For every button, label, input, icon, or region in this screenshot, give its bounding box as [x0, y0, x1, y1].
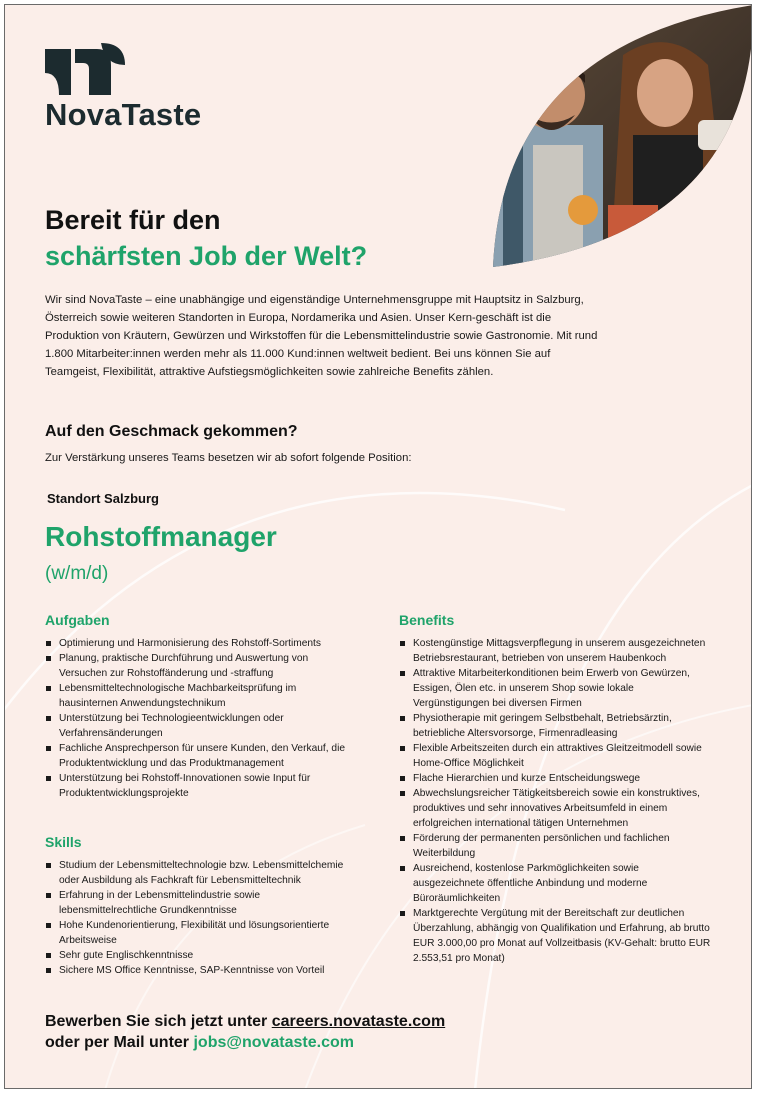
list-item: Optimierung und Harmonisierung des Rohstoff-Sortiments — [45, 636, 345, 651]
brand-wordmark: NovaTaste — [45, 97, 202, 132]
apply-prefix: Bewerben Sie sich jetzt unter — [45, 1013, 272, 1030]
tasks-list — [45, 636, 345, 801]
list-item: Studium der Lebensmitteltechnologie bzw. Lebensmittelchemie oder Ausbildung als Fachkraft für Lebensmitteltechnik — [45, 858, 345, 888]
skills-heading: Skills — [45, 834, 82, 850]
job-title: Rohstoffmanager — [45, 521, 277, 552]
list-item: Förderung der permanenten persönlichen und fachlichen Weiterbildung — [399, 831, 711, 861]
list-item: Ausreichend, kostenlose Parkmöglichkeiten sowie ausgezeichnete öffentliche Anbindung und moderne Büroräumlichkeiten — [399, 861, 711, 906]
novataste-logo-icon — [45, 43, 125, 95]
list-item: Unterstützung bei Rohstoff-Innovationen sowie Input für Produktentwicklungsprojekte — [45, 771, 345, 801]
benefits-list — [399, 636, 711, 966]
location-label: Standort Salzburg — [47, 491, 159, 506]
hero-photo — [493, 5, 752, 267]
skills-list — [45, 858, 345, 978]
list-item: Erfahrung in der Lebensmittelindustrie sowie lebensmittelrechtliche Grundkenntnisse — [45, 888, 345, 918]
apply-line-2 — [45, 1034, 354, 1052]
mail-prefix: oder per Mail unter — [45, 1034, 194, 1051]
email-link[interactable]: jobs@novataste.com — [193, 1034, 354, 1051]
benefits-heading: Benefits — [399, 612, 455, 628]
headline-line1: Bereit für den — [45, 205, 221, 235]
list-item: Marktgerechte Vergütung mit der Bereitschaft zur deutlichen Überzahlung, abhängig von Qualifikation und Erfahrung, ab brutto EUR 3.000,00 pro Monat auf Vollzeitbasis (KV-Gehalt: brutto EUR 2.553,51 pro Monat) — [399, 906, 711, 966]
list-item: Hohe Kundenorientierung, Flexibilität und lösungsorientierte Arbeitsweise — [45, 918, 345, 948]
careers-link[interactable]: careers.novataste.com — [271, 1013, 446, 1030]
list-item: Sehr gute Englischkenntnisse — [45, 948, 345, 963]
list-item: Abwechslungsreicher Tätigkeitsbereich sowie ein konstruktives, produktives und sehr innovatives Arbeitsumfeld in einem erfolgreichen international tätigen Unternehmen — [399, 786, 711, 831]
list-item: Flache Hierarchien und kurze Entscheidungswege — [399, 771, 711, 786]
apply-line-1 — [45, 1013, 445, 1031]
list-item: Flexible Arbeitszeiten durch ein attraktives Gleitzeitmodell sowie Home-Office Möglichkeit — [399, 741, 711, 771]
subheading: Auf den Geschmack gekommen? — [45, 423, 298, 440]
list-item: Kostengünstige Mittagsverpflegung in unserem ausgezeichneten Betriebsrestaurant, betrieben von unserem Haubenkoch — [399, 636, 711, 666]
list-item: Planung, praktische Durchführung und Auswertung von Versuchen zur Rohstoffänderung und -straffung — [45, 651, 345, 681]
list-item: Attraktive Mitarbeiterkonditionen beim Erwerb von Gewürzen, Essigen, Ölen etc. in unserem Shop sowie lokale Vergünstigungen bei diversen Firmen — [399, 666, 711, 711]
list-item: Unterstützung bei Technologieentwicklungen oder Verfahrensänderungen — [45, 711, 345, 741]
position-lead: Zur Verstärkung unseres Teams besetzen wir ab sofort folgende Position: — [45, 452, 412, 464]
list-item: Sichere MS Office Kenntnisse, SAP-Kenntnisse von Vorteil — [45, 963, 345, 978]
gender-suffix: (w/m/d) — [45, 563, 109, 584]
list-item: Fachliche Ansprechperson für unsere Kunden, den Verkauf, die Produktentwicklung und das Produktmanagement — [45, 741, 345, 771]
tasks-heading: Aufgaben — [45, 612, 110, 628]
list-item: Lebensmitteltechnologische Machbarkeitsprüfung im hausinternen Anwendungstechnikum — [45, 681, 345, 711]
list-item: Physiotherapie mit geringem Selbstbehalt, Betriebsärztin, betriebliche Altersvorsorge, Firmenradleasing — [399, 711, 711, 741]
company-intro: Wir sind NovaTaste – eine unabhängige und eigenständige Unternehmensgruppe mit Hauptsitz in Salzburg, Österreich sowie weiteren Standorten in Europa, Nordamerika und Asien. Unser Kern-geschäft ist die Produktion von Kräutern, Gewürzen und Wirkstoffen für die Lebensmittelindustrie sowie Gastronomie. Mit rund 1.800 Mitarbeiter:innen werden mehr als 11.000 Kund:innen weltweit bedient. Bei uns können Sie auf Teamgeist, Flexibilität, attraktive Aufstiegsmöglichkeiten sowie zahlreiche Benefits zählen. — [45, 294, 598, 378]
job-ad-page — [4, 4, 752, 1089]
headline-line2: schärfsten Job der Welt? — [45, 241, 368, 271]
